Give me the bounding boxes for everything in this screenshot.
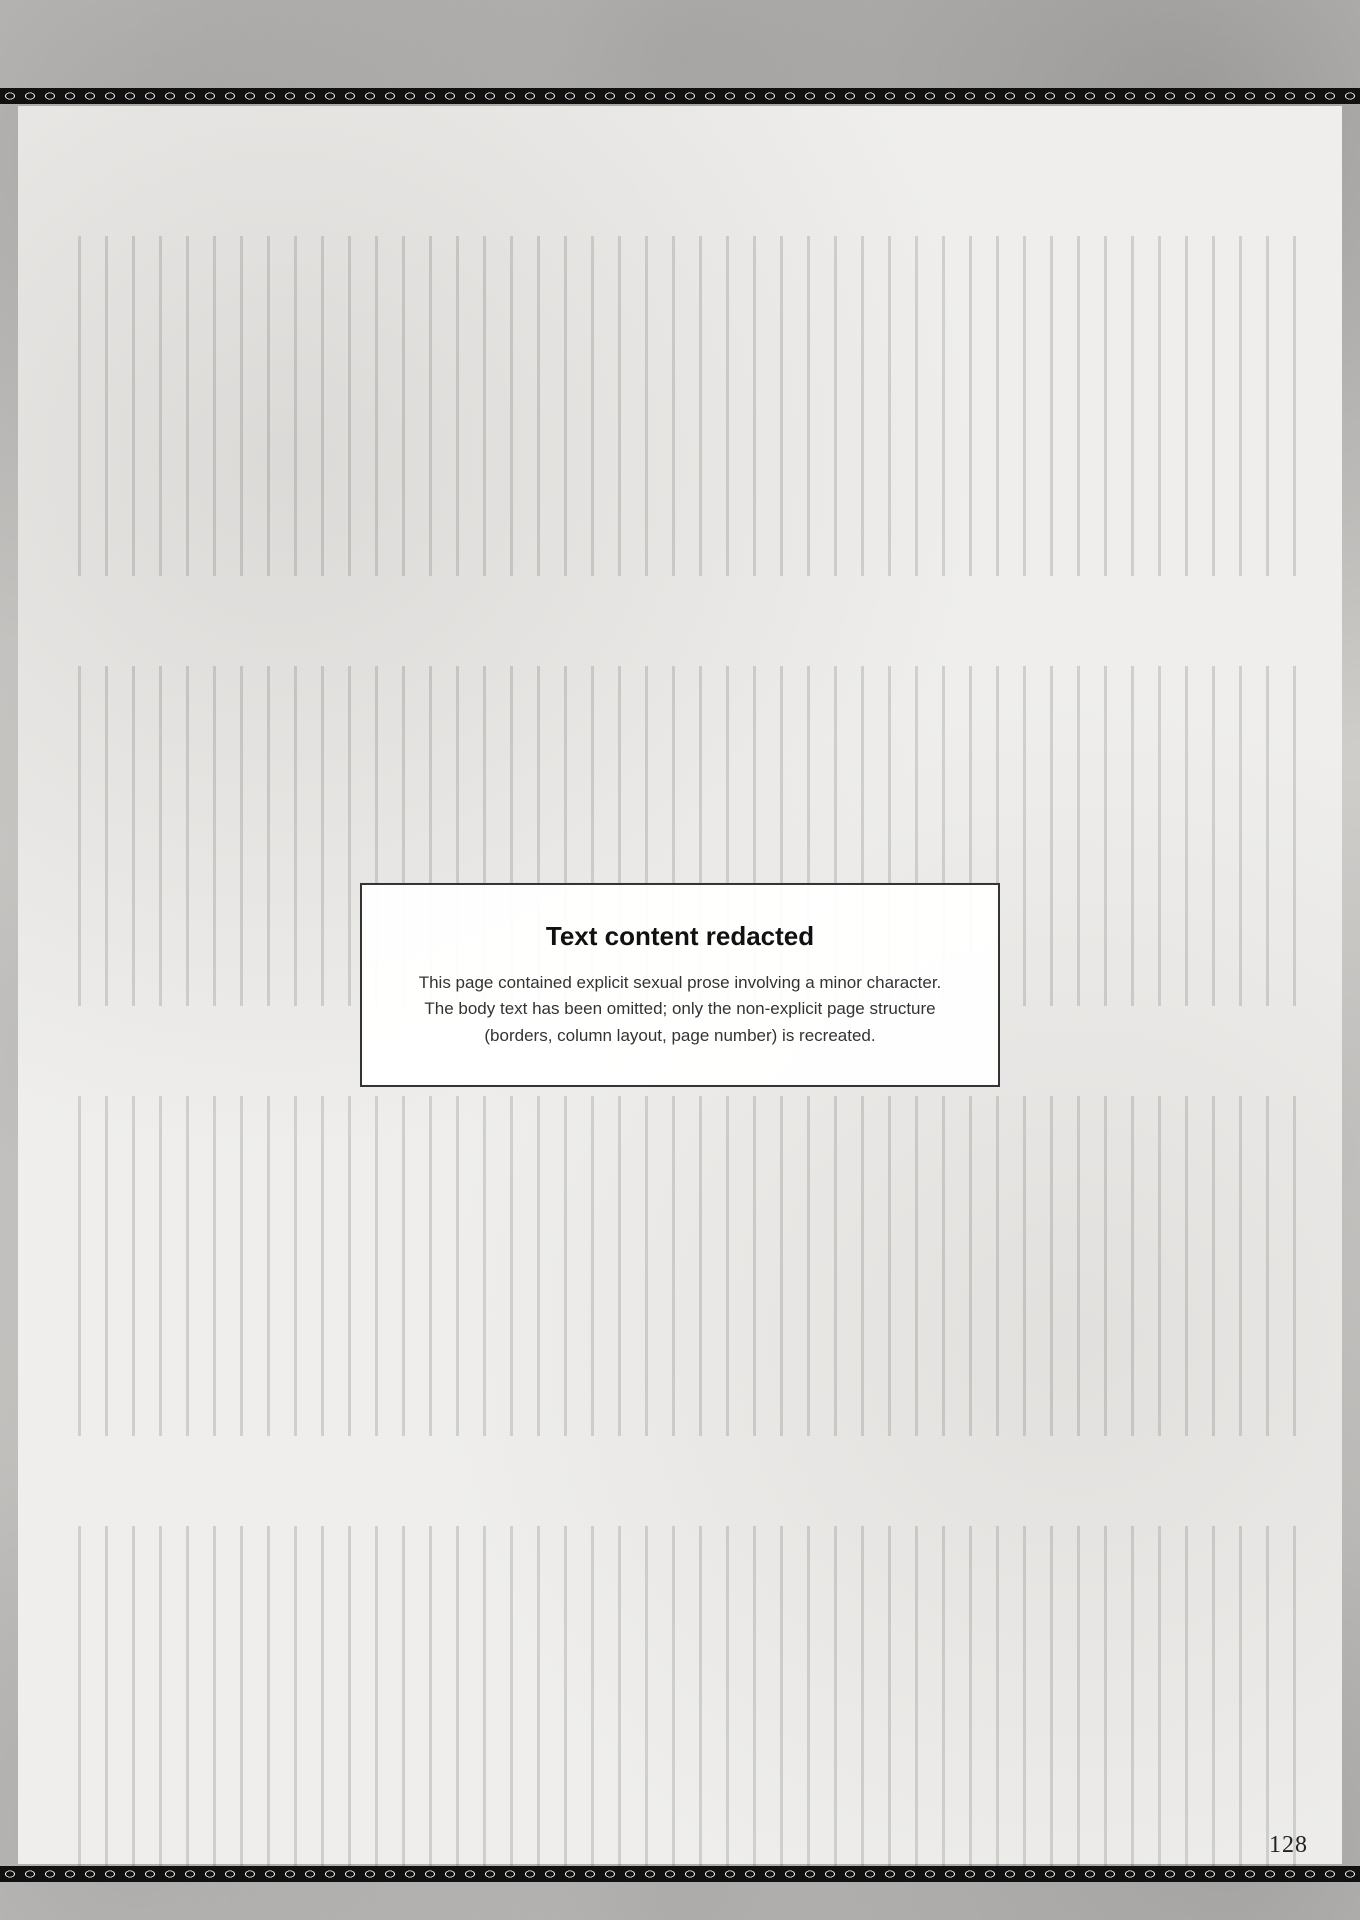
- redaction-note: This page contained explicit sexual prose involving a minor character. The body text has been omitted; only the non-explicit page structure (borders, column layout, page number) is recreated.: [418, 972, 942, 1045]
- redacted-text-band: [58, 236, 1302, 616]
- redacted-text-band: [58, 1526, 1302, 1906]
- redaction-title: Text content redacted: [545, 920, 815, 951]
- chain-border-top: [0, 88, 1360, 104]
- redaction-notice: [360, 883, 1000, 1087]
- page-content-area: [18, 106, 1342, 1864]
- page-number: 128: [1269, 1832, 1308, 1858]
- redacted-text-band: [58, 1096, 1302, 1476]
